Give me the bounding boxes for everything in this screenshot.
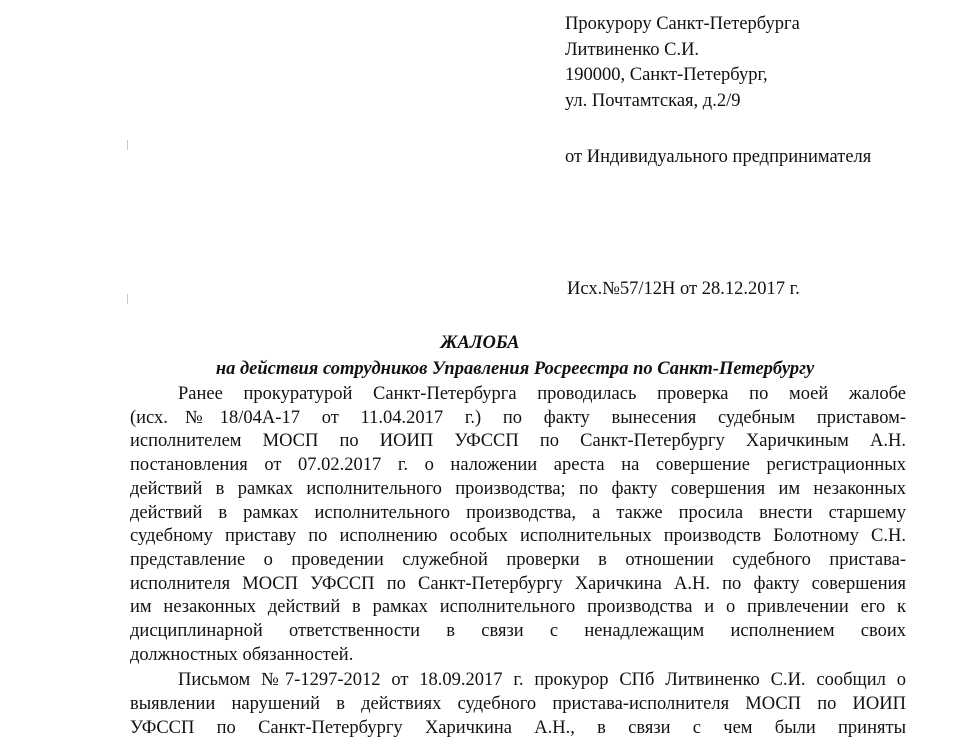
text-line: судебному приставу по исполнению особых исполнительных производств Болотному С.Н. [130, 526, 906, 547]
paragraph-2 [130, 669, 906, 740]
text-line: представление о проведении служебной проверки в отношении судебного пристава- [130, 549, 906, 570]
text-line: Ранее прокуратурой Санкт-Петербурга проводилась проверка по моей жалобе [178, 384, 906, 404]
addressee-block [565, 12, 800, 114]
addressee-line: Литвиненко С.И. [565, 39, 700, 60]
paragraph-1 [130, 383, 906, 667]
sender-line: от Индивидуального предпринимателя [565, 147, 872, 167]
document-title: ЖАЛОБА [440, 333, 520, 353]
text-line: постановления от 07.02.2017 г. о наложении ареста на совершение регистрационных [130, 455, 906, 476]
text-line: должностных обязанностей. [130, 644, 354, 665]
text-line: действий в рамках исполнительного производства, а также просила внести старшему [130, 502, 906, 523]
text-line: выявлении нарушений в действиях судебного пристава-исполнителя МОСП по ИОИП [130, 694, 906, 715]
text-line: Письмом №7-1297-2012 от 18.09.2017 г. прокурор СПб Литвиненко С.И. сообщил о [178, 670, 906, 691]
document-subtitle: на действия сотрудников Управления Росреестра по Санкт-Петербургу [215, 359, 815, 379]
text-line: исполнителем МОСП по ИОИП УФССП по Санкт-Петербургу Харичкиным А.Н. [130, 431, 906, 452]
text-line: им незаконных действий в рамках исполнительного производства и о привлечении его к [130, 597, 906, 618]
text-line: действий в рамках исполнительного производства; по факту совершения им незаконных [130, 478, 906, 499]
margin-mark [127, 140, 128, 150]
margin-mark [127, 294, 128, 304]
outgoing-reference: Исх.№57/12Н от 28.12.2017 г. [567, 279, 800, 299]
addressee-line: ул. Почтамтская, д.2/9 [565, 90, 741, 111]
addressee-line: Прокурору Санкт-Петербурга [565, 14, 800, 34]
text-line: УФССП по Санкт-Петербургу Харичкина А.Н., в связи с чем были приняты [130, 717, 906, 738]
text-line: исполнителя МОСП УФССП по Санкт-Петербургу Харичкина А.Н. по факту совершения [130, 573, 906, 594]
text-line: (исх.№18/04А-17 от 11.04.2017 г.) по факту вынесения судебным приставом- [130, 407, 906, 428]
addressee-line: 190000, Санкт-Петербург, [565, 65, 768, 85]
text-line: дисциплинарной ответственности в связи с ненадлежащим исполнением своих [130, 621, 906, 642]
document-body [130, 383, 906, 741]
